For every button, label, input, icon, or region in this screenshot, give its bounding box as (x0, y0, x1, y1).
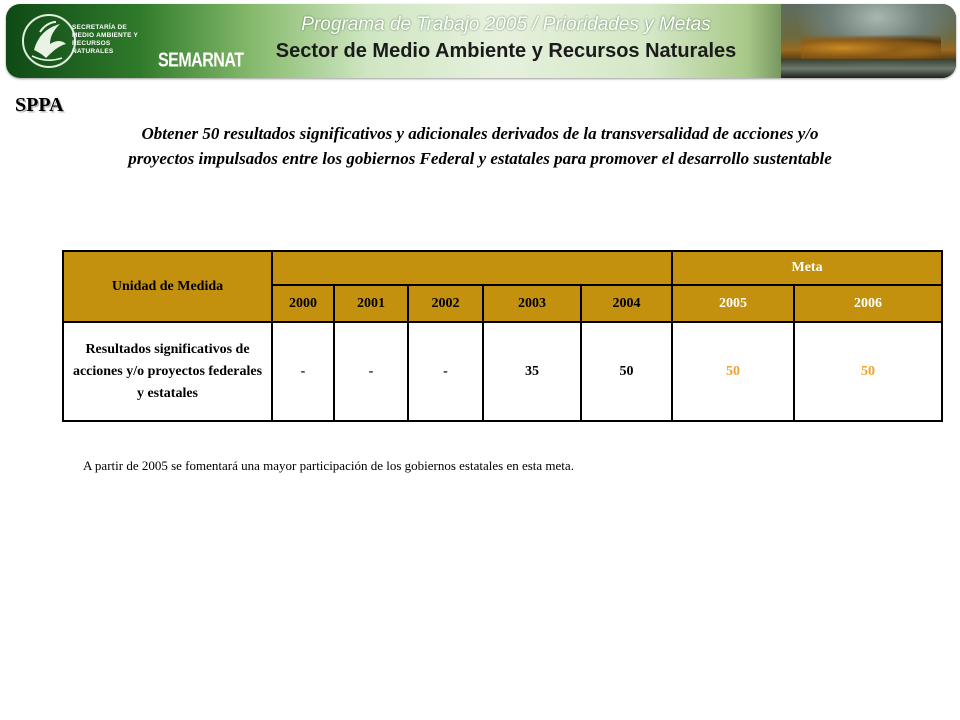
meta-year-header: 2005 (672, 285, 794, 322)
row-label: Resultados significativos de acciones y/o proyectos federales y estatales (63, 322, 272, 421)
eagle-emblem-icon (20, 10, 78, 72)
year-header: 2000 (272, 285, 334, 322)
year-header: 2001 (334, 285, 408, 322)
table-row (63, 322, 942, 421)
meta-year-header: 2006 (794, 285, 942, 322)
meta-value-cell: 50 (794, 322, 942, 421)
semarnat-logo (20, 10, 244, 72)
value-cell: - (408, 322, 483, 421)
year-header: 2002 (408, 285, 483, 322)
meta-header: Meta (672, 251, 942, 285)
objective-text: Obtener 50 resultados significativos y adicionales derivados de la transversalidad de acciones y/o proyectos impulsados entre los gobiernos Federal y estatales para promover el desarrollo sustentable (128, 124, 832, 168)
page-subtitle: Sector de Medio Ambiente y Recursos Naturales (275, 40, 737, 62)
value-cell: 35 (483, 322, 581, 421)
year-header: 2003 (483, 285, 581, 322)
history-header (272, 251, 672, 285)
logo-ministry-text: SECRETARÍA DE MEDIO AMBIENTE Y RECURSOS NATURALES (72, 24, 139, 55)
year-header: 2004 (581, 285, 672, 322)
header-banner (6, 4, 956, 78)
goals-table (62, 250, 943, 422)
value-cell: - (272, 322, 334, 421)
footnote: A partir de 2005 se fomentará una mayor participación de los gobiernos estatales en esta meta. (83, 458, 574, 473)
page-title: Programa de Trabajo 2005 / Prioridades y Metas (301, 14, 711, 35)
value-cell: - (334, 322, 408, 421)
section-label: SPPA (15, 94, 64, 116)
meta-value-cell: 50 (672, 322, 794, 421)
logo-brand: SEMARNAT (158, 50, 244, 72)
value-cell: 50 (581, 322, 672, 421)
unit-header: Unidad de Medida (63, 251, 272, 322)
